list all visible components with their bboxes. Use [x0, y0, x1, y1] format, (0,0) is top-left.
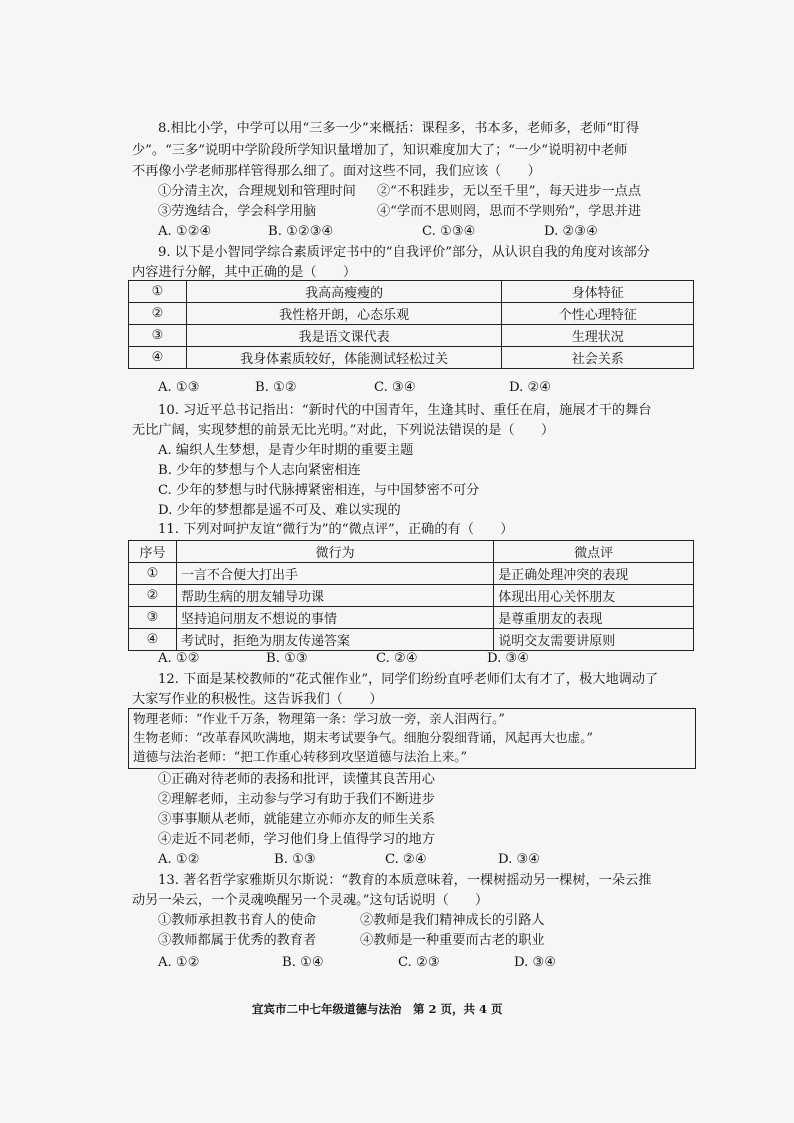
- q13-stem-line-1: 13. 著名哲学家雅斯贝尔斯说：“教育的本质意味着，一棵树摇动另一棵树，一朵云推: [158, 873, 652, 888]
- q11-row4-behavior: 考试时，拒绝为朋友传递答案: [176, 629, 493, 651]
- q8-option-b: B. ①②③④: [268, 224, 334, 239]
- q9-row4-category: 社会关系: [502, 347, 694, 369]
- q13-item-1: ①教师承担教书育人的使命: [158, 913, 317, 928]
- q9-stem-line-1: 9. 以下是小智同学综合素质评定书中的“自我评价”部分，从认识自我的角度对该部分: [158, 245, 650, 260]
- q11-table: [128, 540, 694, 651]
- q9-option-d: D. ②④: [509, 380, 552, 395]
- q11-option-b: B. ①③: [266, 651, 308, 666]
- q9-row2-no: ②: [129, 303, 187, 325]
- q12-option-b: B. ①③: [274, 852, 316, 867]
- q8-stem-line-2: 少”。“三多”说明中学阶段所学知识量增加了，知识难度加大了；“一少”说明初中老师: [132, 143, 628, 158]
- table-header-row: [129, 541, 694, 563]
- q12-option-d: D. ③④: [498, 852, 541, 867]
- q8-option-a: A. ①②④: [158, 224, 212, 239]
- q11-header-comment: 微点评: [494, 541, 694, 563]
- q11-row2-comment: 体现出用心关怀朋友: [494, 585, 694, 607]
- q9-row4-text: 我身体素质较好，体能测试轻松过关: [186, 347, 502, 369]
- q9-row1-text: 我高高瘦瘦的: [186, 281, 502, 303]
- q11-row4-no: ④: [129, 629, 177, 651]
- q8-option-d: D. ②③④: [544, 224, 598, 239]
- q13-item-4: ④教师是一种重要而古老的职业: [360, 933, 545, 948]
- q12-option-c: C. ②④: [385, 852, 427, 867]
- q9-table: [128, 280, 694, 369]
- q11-row2-no: ②: [129, 585, 177, 607]
- q12-quote-box: [128, 708, 696, 769]
- q9-option-c: C. ③④: [374, 380, 416, 395]
- q13-stem-line-2: 动另一朵云，一个灵魂唤醒另一个灵魂。”这句话说明（ ）: [132, 893, 489, 908]
- q13-item-2: ②教师是我们精神成长的引路人: [360, 913, 545, 928]
- q13-option-c: C. ②③: [398, 955, 440, 970]
- q8-item-4: ④“学而不思则罔，思而不学则殆”，学思并进: [377, 204, 642, 219]
- q12-quote-physics: 物理老师：“作业千万条，物理第一条：学习放一旁，亲人泪两行。”: [133, 711, 505, 726]
- q8-option-c: C. ①③④: [422, 224, 476, 239]
- q12-option-a: A. ①②: [158, 852, 200, 867]
- q9-row1-no: ①: [129, 281, 187, 303]
- q12-item-2: ②理解老师，主动参与学习有助于我们不断进步: [158, 792, 435, 807]
- table-row: [129, 281, 694, 303]
- table-row: [129, 607, 694, 629]
- q12-quote-morality: 道德与法治老师：“把工作重心转移到攻坚道德与法治上来。”: [133, 749, 468, 764]
- q9-row2-text: 我性格开朗，心态乐观: [186, 303, 502, 325]
- q11-header-behavior: 微行为: [176, 541, 493, 563]
- table-row: [129, 563, 694, 585]
- q11-option-a: A. ①②: [158, 651, 200, 666]
- q10-option-d: D. 少年的梦想都是遥不可及、难以实现的: [158, 503, 401, 518]
- table-row: [129, 325, 694, 347]
- page-footer: 宜宾市二中七年级道德与法治 第 2 页，共 4 页: [252, 1002, 503, 1016]
- q12-item-3: ③事事顺从老师，就能建立亦师亦友的师生关系: [158, 812, 435, 827]
- q10-stem-line-2: 无比广阔，实现梦想的前景无比光明。”对此，下列说法错误的是（ ）: [132, 423, 555, 438]
- q12-stem-line-2: 大家写作业的积极性。这告诉我们（ ）: [132, 692, 383, 707]
- q8-item-1: ①分清主次，合理规划和管理时间: [158, 184, 356, 199]
- q9-stem-line-2: 内容进行分解，其中正确的是（ ）: [132, 265, 357, 280]
- q8-item-3: ③劳逸结合，学会科学用脑: [158, 204, 317, 219]
- q9-row1-category: 身体特征: [502, 281, 694, 303]
- q9-row3-no: ③: [129, 325, 187, 347]
- q11-row3-behavior: 坚持追问朋友不想说的事情: [176, 607, 493, 629]
- q11-row3-no: ③: [129, 607, 177, 629]
- q11-option-d: D. ③④: [487, 651, 530, 666]
- q9-row3-category: 生理状况: [502, 325, 694, 347]
- q9-option-b: B. ①②: [255, 380, 297, 395]
- q10-stem-line-1: 10. 习近平总书记指出：“新时代的中国青年，生逢其时、重任在肩，施展才干的舞台: [158, 403, 652, 418]
- q9-option-a: A. ①③: [158, 380, 200, 395]
- q11-header-no: 序号: [129, 541, 177, 563]
- q9-row2-category: 个性心理特征: [502, 303, 694, 325]
- table-row: [129, 629, 694, 651]
- q8-stem-line-3: 不再像小学老师那样管得那么细了。面对这些不同，我们应该（ ）: [132, 164, 541, 179]
- q11-stem: 11. 下列对呵护友谊“微行为”的“微点评”，正确的有（ ）: [158, 522, 514, 537]
- q11-row1-behavior: 一言不合便大打出手: [176, 563, 493, 585]
- q8-item-2: ②“不积跬步，无以至千里”，每天进步一点点: [377, 184, 642, 199]
- q12-stem-line-1: 12. 下面是某校教师的“花式催作业”，同学们纷纷直呼老师们太有才了，极大地调动了: [158, 672, 659, 687]
- q9-row3-text: 我是语文课代表: [186, 325, 502, 347]
- q13-option-d: D. ③④: [514, 955, 557, 970]
- q8-stem-line-1: 8.相比小学，中学可以用“三多一少”来概括：课程多，书本多，老师多，老师“盯得: [158, 121, 640, 136]
- q11-row4-comment: 说明交友需要讲原则: [494, 629, 694, 651]
- q13-item-3: ③教师都属于优秀的教育者: [158, 933, 317, 948]
- q10-option-b: B. 少年的梦想与个人志向紧密相连: [158, 463, 361, 478]
- q11-row1-comment: 是正确处理冲突的表现: [494, 563, 694, 585]
- table-row: [129, 585, 694, 607]
- q12-item-1: ①正确对待老师的表扬和批评，读懂其良苦用心: [158, 772, 435, 787]
- q11-row2-behavior: 帮助生病的朋友辅导功课: [176, 585, 493, 607]
- q12-item-4: ④走近不同老师，学习他们身上值得学习的地方: [158, 832, 435, 847]
- q11-option-c: C. ②④: [376, 651, 418, 666]
- table-row: [129, 303, 694, 325]
- q10-option-a: A. 编织人生梦想，是青少年时期的重要主题: [158, 443, 414, 458]
- q11-row3-comment: 是尊重朋友的表现: [494, 607, 694, 629]
- q13-option-a: A. ①②: [158, 955, 200, 970]
- table-row: [129, 347, 694, 369]
- q12-quote-biology: 生物老师：“改革春风吹满地，期末考试要争气。细胞分裂细背诵，风起再大也虚。”: [133, 730, 593, 745]
- q10-option-c: C. 少年的梦想与时代脉搏紧密相连，与中国梦密不可分: [158, 483, 480, 498]
- q9-row4-no: ④: [129, 347, 187, 369]
- q11-row1-no: ①: [129, 563, 177, 585]
- q13-option-b: B. ①④: [282, 955, 324, 970]
